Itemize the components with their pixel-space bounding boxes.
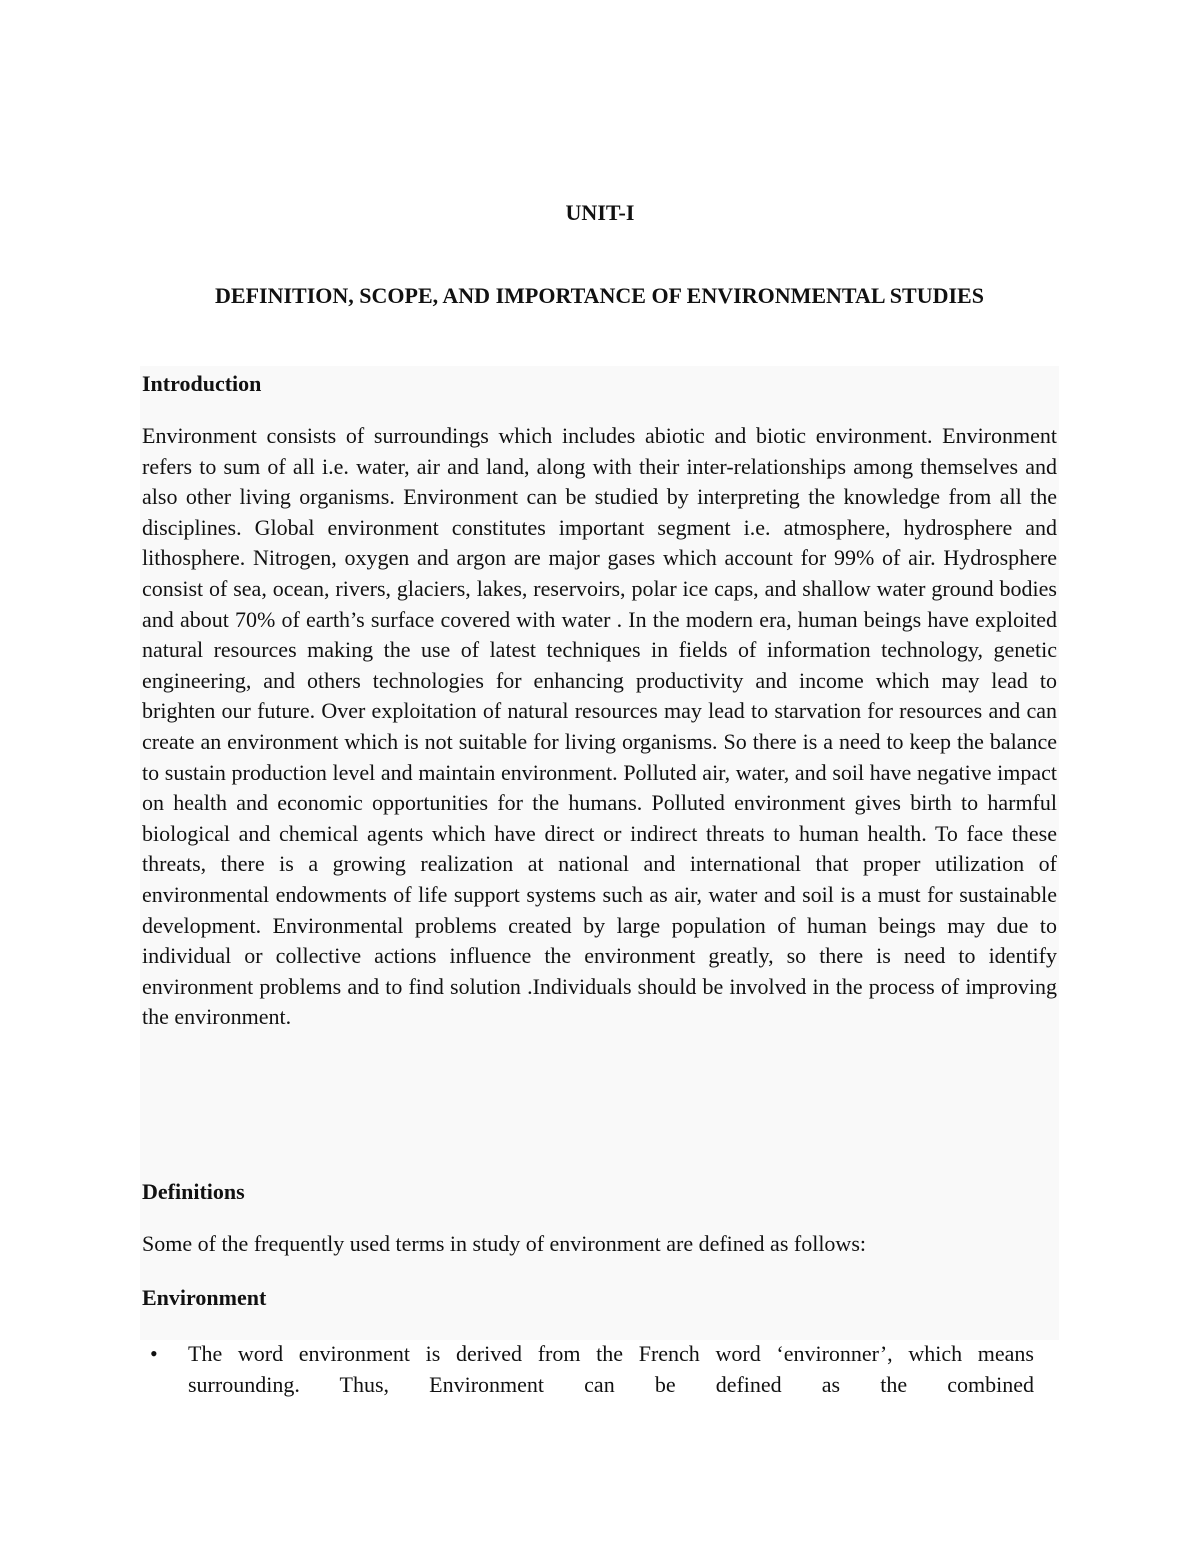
bullet-text: The word environment is derived from the French word ‘environner’, which means surrounding. Thus, Environment can be defined as the combined: [188, 1341, 1034, 1397]
unit-label: UNIT-I: [565, 200, 635, 225]
bullet-icon: •: [150, 1341, 158, 1366]
introduction-heading: Introduction: [142, 371, 262, 396]
definitions-heading: Definitions: [142, 1179, 245, 1204]
page-title: DEFINITION, SCOPE, AND IMPORTANCE OF ENVIRONMENTAL STUDIES: [215, 283, 984, 308]
environment-bullet-list: [142, 1338, 1034, 1400]
list-item: [142, 1338, 1034, 1400]
definitions-paragraph: Some of the frequently used terms in study of environment are defined as follows:: [142, 1231, 866, 1256]
introduction-paragraph: Environment consists of surroundings which includes abiotic and biotic environment. Environment refers to sum of all i.e. water, air and land, along with their inter-relationships among themselves and also other living organisms. Environment can be studied by interpreting the knowledge from all the disciplines. Global environment constitutes important segment i.e. atmosphere, hydrosphere and lithosphere. Nitrogen, oxygen and argon are major gases which account for 99% of air. Hydrosphere consist of sea, ocean, rivers, glaciers, lakes, reservoirs, polar ice caps, and shallow water ground bodies and about 70% of earth’s surface covered with water . In the modern era, human beings have exploited natural resources making the use of latest techniques in fields of information technology, genetic engineering, and others technologies for enhancing productivity and income which may lead to brighten our future. Over exploitation of natural resources may lead to starvation for resources and can create an environment which is not suitable for living organisms. So there is a need to keep the balance to sustain production level and maintain environment. Polluted air, water, and soil have negative impact on health and economic opportunities for the humans. Polluted environment gives birth to harmful biological and chemical agents which have direct or indirect threats to human health. To face these threats, there is a growing realization at national and international that proper utilization of environmental endowments of life support systems such as air, water and soil is a must for sustainable development. Environmental problems created by large population of human beings may due to individual or collective actions influence the environment greatly, so there is need to identify environment problems and to find solution .Individuals should be involved in the process of improving the environment.: [142, 423, 1057, 1030]
environment-heading: Environment: [142, 1285, 267, 1310]
